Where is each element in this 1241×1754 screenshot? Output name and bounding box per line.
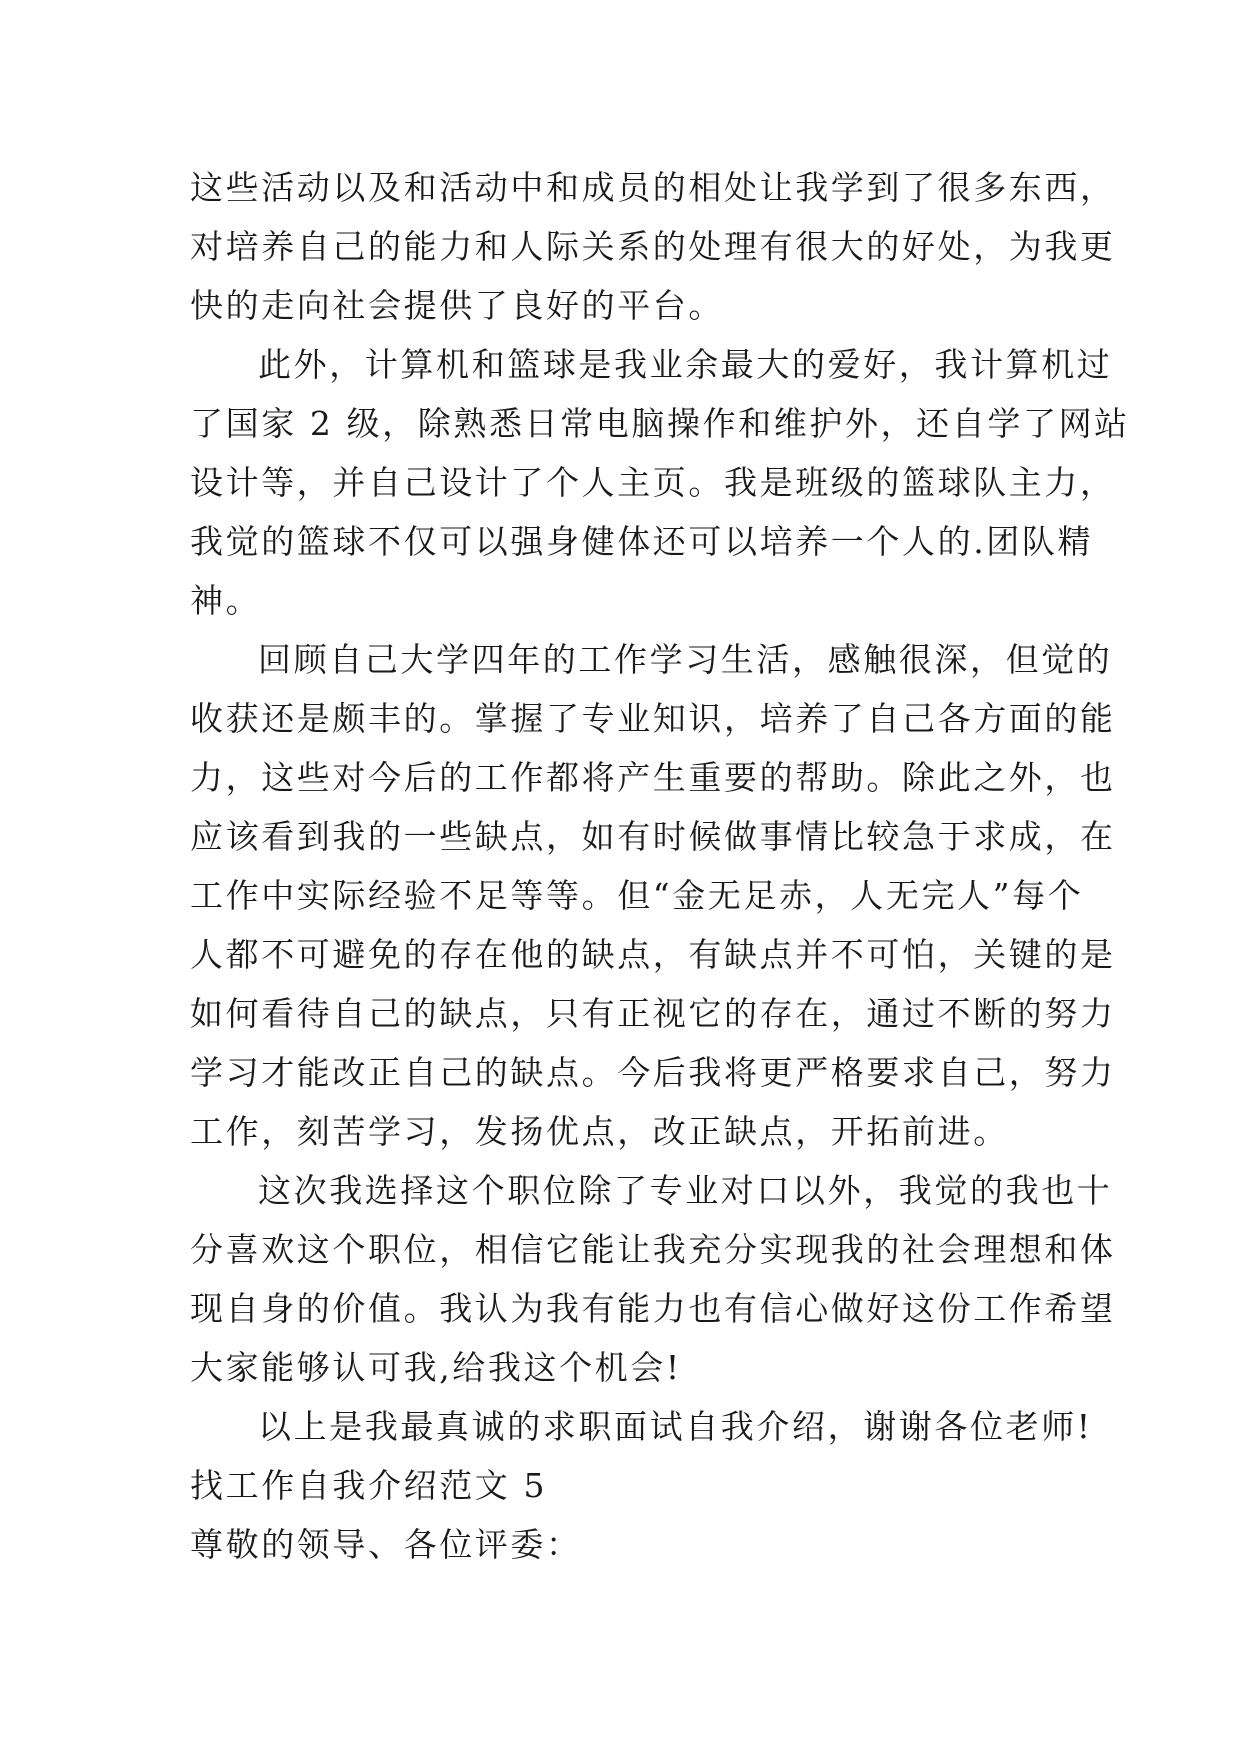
paragraph-closing xyxy=(190,1397,1093,1456)
text-line: 尊敬的领导、各位评委： xyxy=(190,1525,582,1564)
text-line: 分喜欢这个职位，相信它能让我充分实现我的社会理想和体 xyxy=(190,1230,1116,1269)
text-line: 找工作自我介绍范文 5 xyxy=(190,1466,548,1505)
paragraph-position xyxy=(190,1161,1116,1397)
text-line: 以上是我最真诚的求职面试自我介绍，谢谢各位老师! xyxy=(258,1407,1093,1446)
text-line: 力，这些对今后的工作都将产生重要的帮助。除此之外，也 xyxy=(190,758,1116,797)
paragraph-review xyxy=(190,630,1116,1161)
text-line: 收获还是颇丰的。掌握了专业知识，培养了自己各方面的能 xyxy=(190,699,1116,738)
text-line: 我觉的篮球不仅可以强身健体还可以培养一个人的.团队精 xyxy=(190,522,1094,561)
text-line: 此外，计算机和篮球是我业余最大的爱好，我计算机过 xyxy=(258,345,1113,384)
text-line: 人都不可避免的存在他的缺点，有缺点并不可怕，关键的是 xyxy=(190,935,1116,974)
section-heading xyxy=(190,1456,1052,1515)
paragraph-hobbies xyxy=(190,335,1130,630)
text-line: 工作中实际经验不足等等。但“金无足赤，人无完人”每个 xyxy=(190,876,1084,915)
text-line: 回顾自己大学四年的工作学习生活，感触很深，但觉的 xyxy=(258,640,1113,679)
document-body xyxy=(190,158,1130,1574)
text-line: 这些活动以及和活动中和成员的相处让我学到了很多东西， xyxy=(190,168,1116,207)
text-line: 设计等，并自己设计了个人主页。我是班级的篮球队主力， xyxy=(190,463,1116,502)
salutation xyxy=(190,1515,1052,1574)
text-line: 这次我选择这个职位除了专业对口以外，我觉的我也十 xyxy=(258,1171,1113,1210)
text-line: 现自身的价值。我认为我有能力也有信心做好这份工作希望 xyxy=(190,1289,1116,1328)
text-line: 应该看到我的一些缺点，如有时候做事情比较急于求成，在 xyxy=(190,817,1116,856)
text-line: 对培养自己的能力和人际关系的处理有很大的好处，为我更 xyxy=(190,227,1116,266)
text-line: 神。 xyxy=(190,581,262,620)
text-line: 学习才能改正自己的缺点。今后我将更严格要求自己，努力 xyxy=(190,1053,1116,1092)
text-line: 工作，刻苦学习，发扬优点，改正缺点，开拓前进。 xyxy=(190,1112,1009,1151)
paragraph-activities xyxy=(190,158,1116,335)
text-line: 如何看待自己的缺点，只有正视它的存在，通过不断的努力 xyxy=(190,994,1116,1033)
text-line: 快的走向社会提供了良好的平台。 xyxy=(190,286,724,325)
text-line: 大家能够认可我,给我这个机会! xyxy=(190,1348,682,1387)
text-line: 了国家 2 级，除熟悉日常电脑操作和维护外，还自学了网站 xyxy=(190,404,1130,443)
